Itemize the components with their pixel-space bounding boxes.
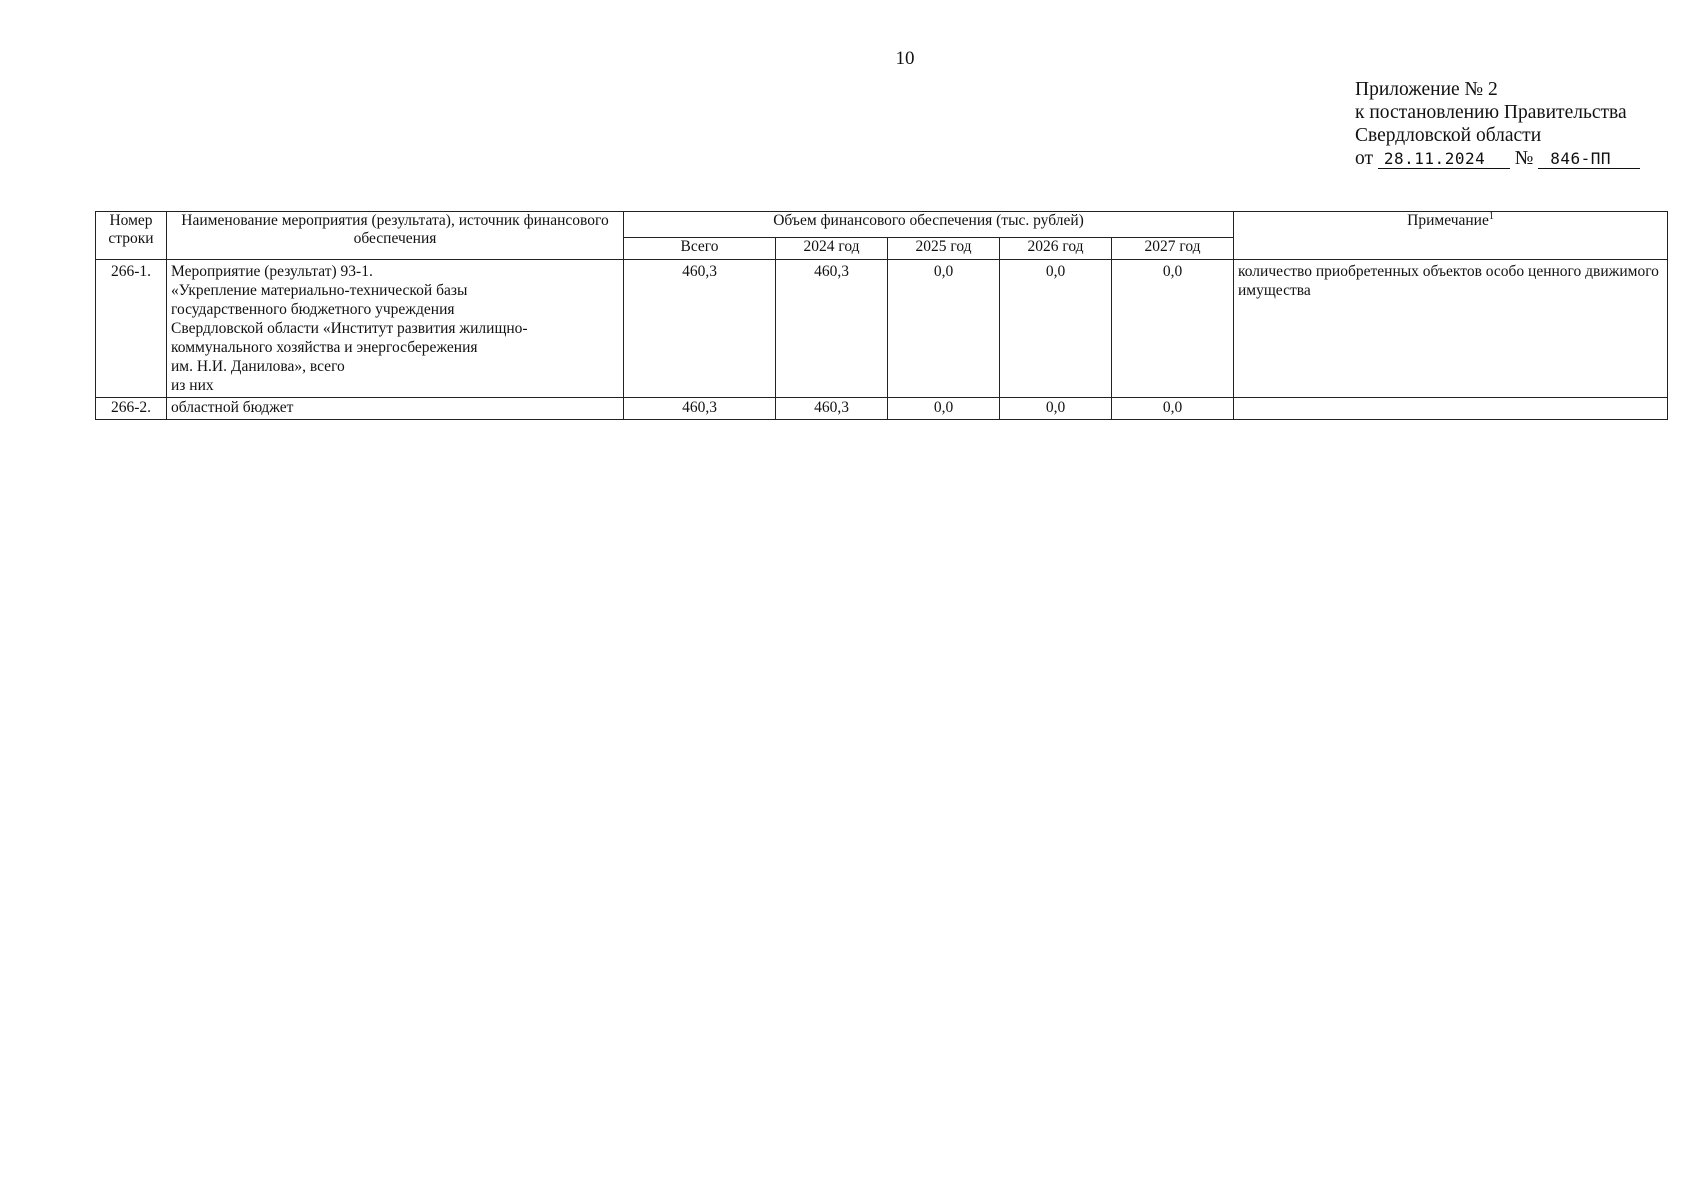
row-note: количество приобретенных объектов особо ценного движимого имущества xyxy=(1234,260,1668,398)
header-2025: 2025 год xyxy=(888,238,1000,260)
appendix-resolution: к постановлению Правительства xyxy=(1355,102,1627,123)
date-value: 28.11.2024 xyxy=(1378,150,1510,169)
row-2026: 0,0 xyxy=(1000,260,1112,398)
header-2027: 2027 год xyxy=(1112,238,1234,260)
header-note-label: Примечание xyxy=(1407,212,1489,229)
row-2026: 0,0 xyxy=(1000,398,1112,420)
row-2025: 0,0 xyxy=(888,260,1000,398)
header-row-number: Номер строки xyxy=(96,212,167,260)
row-2024: 460,3 xyxy=(776,398,888,420)
header-total: Всего xyxy=(624,238,776,260)
header-row-1 xyxy=(96,212,1668,238)
table-row xyxy=(96,260,1668,398)
appendix-title: Приложение № 2 xyxy=(1355,79,1498,100)
page-number: 10 xyxy=(895,48,915,69)
number-prefix: № xyxy=(1514,148,1534,169)
row-number: 266-2. xyxy=(96,398,167,420)
header-note xyxy=(1234,212,1668,260)
number-value: 846-ПП xyxy=(1538,150,1640,169)
finance-table xyxy=(95,211,1668,420)
appendix-block xyxy=(1355,78,1640,170)
row-2027: 0,0 xyxy=(1112,398,1234,420)
header-note-footnote: 1 xyxy=(1488,211,1494,222)
row-name: Мероприятие (результат) 93-1. «Укрепление материально-технической базы государственного бюджетного учреждения Свердловской области «Институт развития жилищно- коммунального хозяйства и энергосбережения им. Н.И. Данилова», всего из них xyxy=(167,260,624,398)
row-total: 460,3 xyxy=(624,260,776,398)
header-2024: 2024 год xyxy=(776,238,888,260)
row-name: областной бюджет xyxy=(167,398,624,420)
header-funding-group: Объем финансового обеспечения (тыс. рублей) xyxy=(624,212,1234,238)
row-note xyxy=(1234,398,1668,420)
row-2027: 0,0 xyxy=(1112,260,1234,398)
row-number: 266-1. xyxy=(96,260,167,398)
table-row xyxy=(96,398,1668,420)
header-name: Наименование мероприятия (результата), источник финансового обеспечения xyxy=(167,212,624,260)
appendix-date-line xyxy=(1355,147,1640,170)
row-2025: 0,0 xyxy=(888,398,1000,420)
header-2026: 2026 год xyxy=(1000,238,1112,260)
row-total: 460,3 xyxy=(624,398,776,420)
row-2024: 460,3 xyxy=(776,260,888,398)
date-prefix: от xyxy=(1355,148,1374,169)
appendix-region: Свердловской области xyxy=(1355,125,1542,146)
